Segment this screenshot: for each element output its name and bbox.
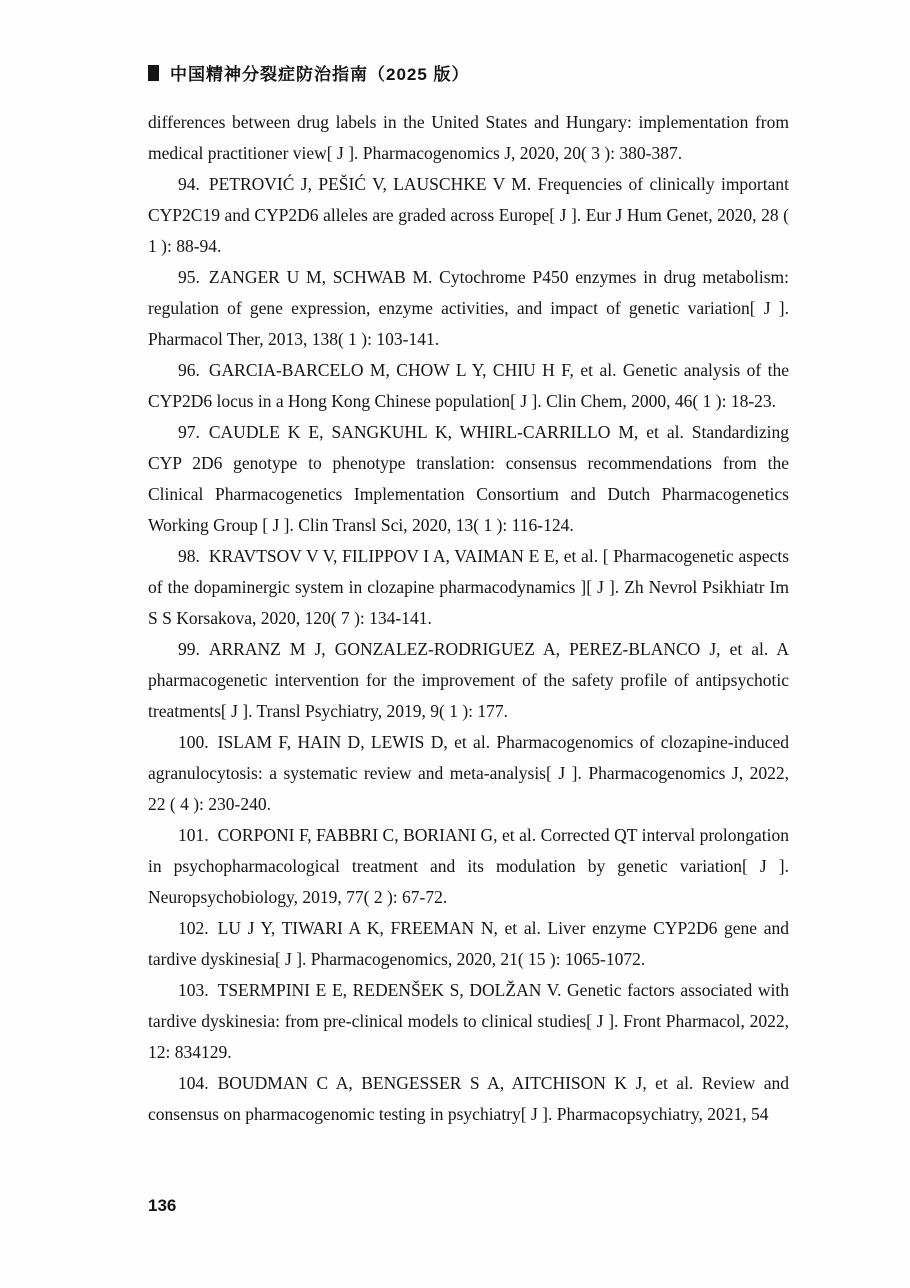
running-head [148, 60, 470, 85]
reference-text: LU J Y, TIWARI A K, FREEMAN N, et al. Liver enzyme CYP2D6 gene and tardive dyskinesia[ J ]. Pharmacogenomics, 2020, 21( 15 ): 1065-1072. [148, 918, 789, 969]
reference-text: GARCIA-BARCELO M, CHOW L Y, CHIU H F, et al. Genetic analysis of the CYP2D6 locus in a Hong Kong Chinese population[ J ]. Clin Chem, 2000, 46( 1 ): 18-23. [148, 360, 789, 411]
reference-number: 103. [178, 980, 209, 1000]
page-footer [148, 1196, 176, 1216]
reference-number: 101. [178, 825, 209, 845]
reference-text: CAUDLE K E, SANGKUHL K, WHIRL-CARRILLO M, et al. Standardizing CYP 2D6 genotype to phenotype translation: consensus recommendations from the Clinical Pharmacogenetics Implementation Consortium and Dutch Pharmacogenetics Working Group [ J ]. Clin Transl Sci, 2020, 13( 1 ): 116-124. [148, 422, 789, 535]
reference-number: 98. [178, 546, 200, 566]
references-list [148, 107, 789, 1130]
reference-text: ZANGER U M, SCHWAB M. Cytochrome P450 enzymes in drug metabolism: regulation of gene expression, enzyme activities, and impact of genetic variation[ J ]. Pharmacol Ther, 2013, 138( 1 ): 103-141. [148, 267, 789, 349]
black-square-icon [148, 65, 159, 81]
running-head-title: 中国精神分裂症防治指南（2025 版） [170, 65, 470, 84]
reference-text: KRAVTSOV V V, FILIPPOV I A, VAIMAN E E, et al. [ Pharmacogenetic aspects of the dopaminergic system in clozapine pharmacodynamics ][ J ]. Zh Nevrol Psikhiatr Im S S Korsakova, 2020, 120( 7 ): 134-141. [148, 546, 789, 628]
reference-number: 100. [178, 732, 209, 752]
reference-text: TSERMPINI E E, REDENŠEK S, DOLŽAN V. Genetic factors associated with tardive dyskinesia: from pre-clinical models to clinical studies[ J ]. Front Pharmacol, 2022, 12: 834129. [148, 980, 789, 1062]
reference-item-101 [148, 820, 789, 913]
reference-item-100 [148, 727, 789, 820]
reference-number: 104. [178, 1073, 209, 1093]
page-number: 136 [148, 1196, 177, 1215]
reference-item-97 [148, 417, 789, 541]
reference-text: CORPONI F, FABBRI C, BORIANI G, et al. Corrected QT interval prolongation in psychopharmacological treatment and its modulation by genetic variation[ J ]. Neuropsychobiology, 2019, 77( 2 ): 67-72. [148, 825, 789, 907]
reference-item-94 [148, 169, 789, 262]
reference-number: 95. [178, 267, 200, 287]
reference-continuation-text: differences between drug labels in the United States and Hungary: implementation from medical practitioner view[ J ]. Pharmacogenomics J, 2020, 20( 3 ): 380-387. [148, 112, 789, 163]
reference-number: 102. [178, 918, 209, 938]
reference-number: 99. [178, 639, 200, 659]
reference-text: PETROVIĆ J, PEŠIĆ V, LAUSCHKE V M. Frequencies of clinically important CYP2C19 and CYP2D6 alleles are graded across Europe[ J ]. Eur J Hum Genet, 2020, 28 ( 1 ): 88-94. [148, 174, 789, 256]
reference-text: ARRANZ M J, GONZALEZ-RODRIGUEZ A, PEREZ-BLANCO J, et al. A pharmacogenetic intervention for the improvement of the safety profile of antipsychotic treatments[ J ]. Transl Psychiatry, 2019, 9( 1 ): 177. [148, 639, 789, 721]
reference-item-103 [148, 975, 789, 1068]
reference-item-95 [148, 262, 789, 355]
reference-item-98 [148, 541, 789, 634]
reference-number: 97. [178, 422, 200, 442]
reference-item-102 [148, 913, 789, 975]
reference-item-104 [148, 1068, 789, 1130]
reference-item-99 [148, 634, 789, 727]
reference-item-96 [148, 355, 789, 417]
reference-number: 94. [178, 174, 200, 194]
reference-number: 96. [178, 360, 200, 380]
reference-text: BOUDMAN C A, BENGESSER S A, AITCHISON K J, et al. Review and consensus on pharmacogenomic testing in psychiatry[ J ]. Pharmacopsychiatry, 2021, 54 [148, 1073, 789, 1124]
reference-text: ISLAM F, HAIN D, LEWIS D, et al. Pharmacogenomics of clozapine-induced agranulocytosis: a systematic review and meta-analysis[ J ]. Pharmacogenomics J, 2022, 22 ( 4 ): 230-240. [148, 732, 789, 814]
